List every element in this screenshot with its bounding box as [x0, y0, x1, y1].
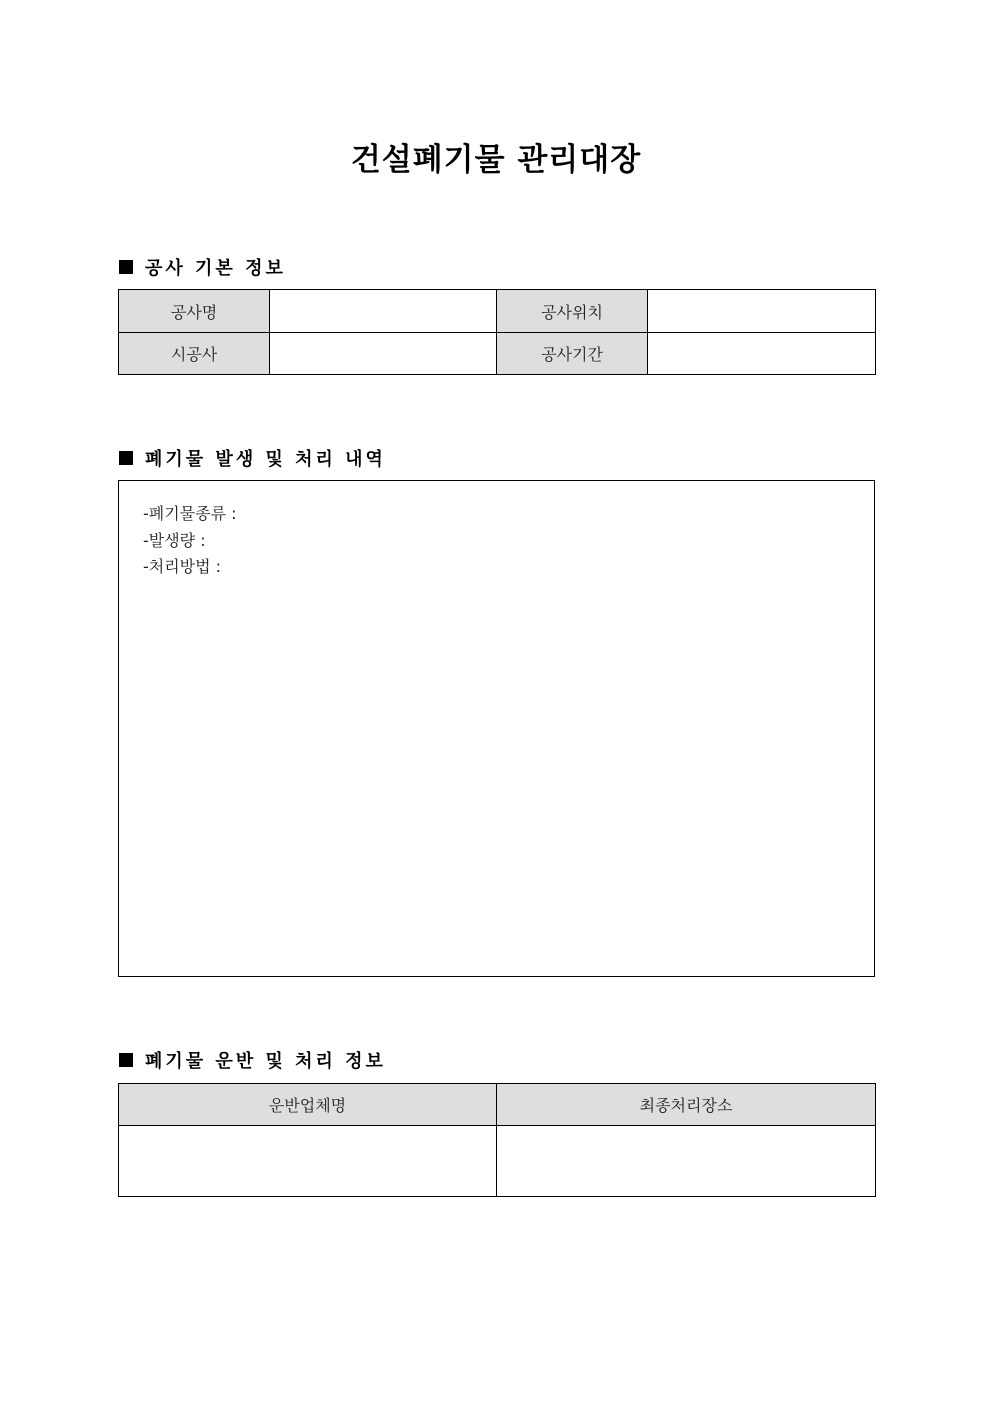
section-heading-label: 폐기물 발생 및 처리 내역	[145, 449, 386, 470]
label-project-location: 공사위치	[497, 290, 648, 333]
table-row	[119, 1126, 876, 1197]
basic-info-table	[118, 289, 876, 375]
waste-details-box[interactable]	[118, 480, 875, 977]
label-project-period: 공사기간	[497, 333, 648, 375]
section-heading-transport-info	[119, 1047, 386, 1073]
header-final-disposal-site: 최종처리장소	[497, 1084, 876, 1126]
table-header-row	[119, 1084, 876, 1126]
table-row	[119, 333, 876, 375]
final-disposal-site-field[interactable]	[497, 1126, 876, 1197]
label-contractor: 시공사	[119, 333, 270, 375]
project-period-field[interactable]	[648, 333, 876, 375]
square-bullet-icon	[119, 451, 133, 465]
section-heading-label: 폐기물 운반 및 처리 정보	[145, 1051, 386, 1072]
label-project-name: 공사명	[119, 290, 270, 333]
document-title: 건설폐기물 관리대장	[350, 142, 642, 178]
project-name-field[interactable]	[270, 290, 497, 333]
treatment-method-line: -처리방법 :	[143, 557, 222, 576]
square-bullet-icon	[119, 260, 133, 274]
section-heading-basic-info	[119, 254, 286, 280]
contractor-field[interactable]	[270, 333, 497, 375]
header-transport-company: 운반업체명	[119, 1084, 497, 1126]
section-heading-waste-details	[119, 445, 386, 471]
table-row	[119, 290, 876, 333]
waste-details-lines	[143, 501, 237, 581]
waste-type-line: -폐기물종류 :	[143, 504, 237, 523]
generation-amount-line: -발생량 :	[143, 530, 206, 550]
transport-company-field[interactable]	[119, 1126, 497, 1197]
transport-info-table	[118, 1083, 876, 1197]
section-heading-label: 공사 기본 정보	[145, 258, 286, 279]
project-location-field[interactable]	[648, 290, 876, 333]
square-bullet-icon	[119, 1053, 133, 1067]
